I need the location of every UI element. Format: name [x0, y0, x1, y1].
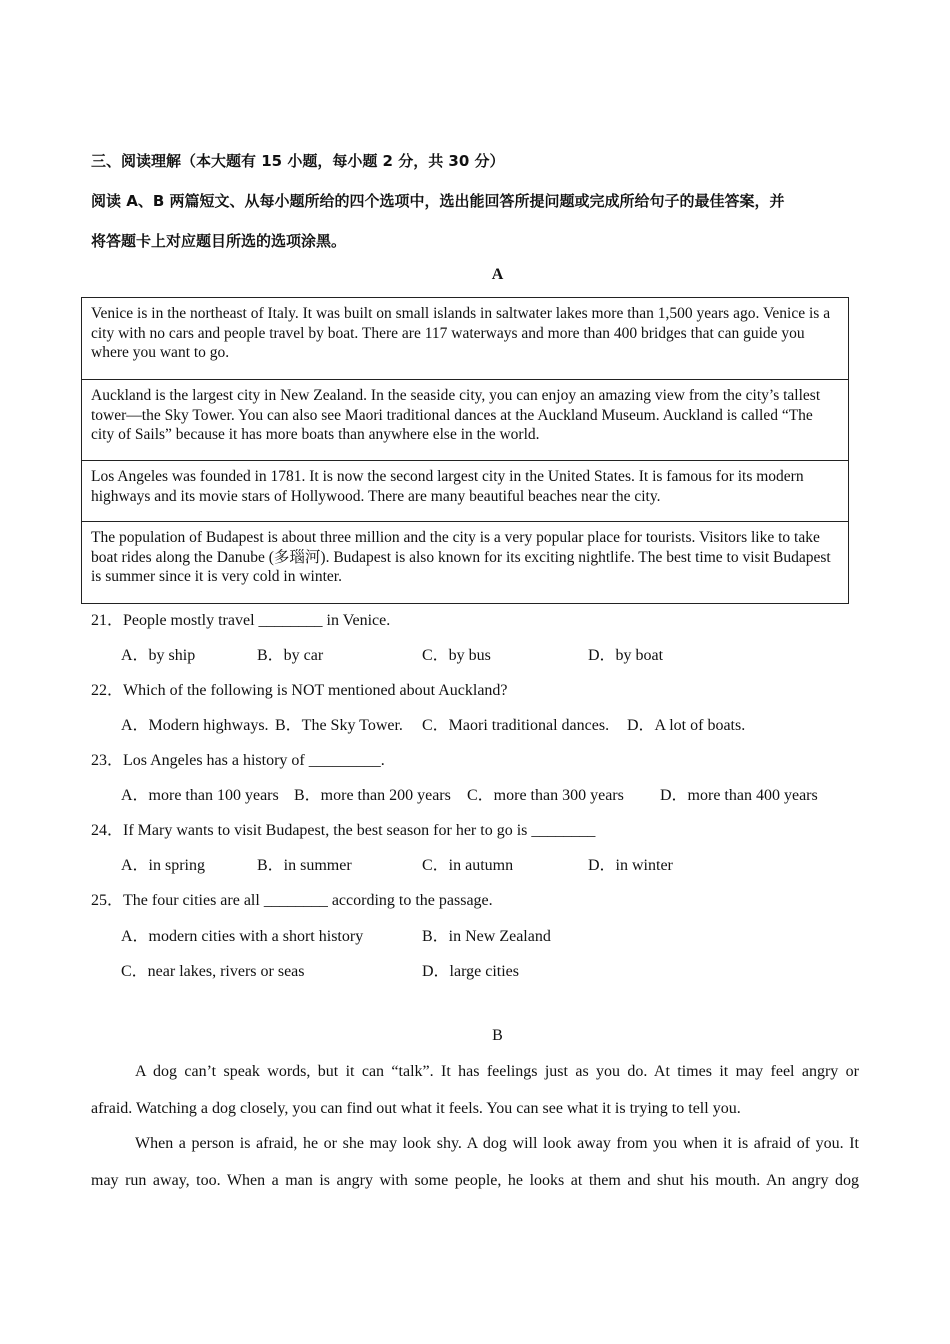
question-23-option-a[interactable]: A．more than 100 years — [121, 787, 279, 804]
question-24-option-b[interactable]: B．in summer — [257, 857, 352, 874]
city-cell-budapest: The population of Budapest is about three million and the city is a very popular place for tourists. Visitors like to take boat rides along the Danube (多瑙河). Budapest is also known for its exciting nightlife. The best time to visit Budapest is summer since it is very cold in winter. — [82, 521, 848, 603]
question-22-option-a[interactable]: A．Modern highways. — [121, 717, 269, 734]
question-21-option-d[interactable]: D．by boat — [588, 647, 664, 664]
question-22-option-c[interactable]: C．Maori traditional dances. — [422, 717, 610, 734]
question-23-option-c[interactable]: C．more than 300 years — [467, 787, 624, 804]
passage-b-paragraph-2-line-1: When a person is afraid, he or she may look shy. A dog will look away from you when it is afraid of you. It — [135, 1135, 859, 1152]
city-cell-los-angeles: Los Angeles was founded in 1781. It is now the second largest city in the United States. It is famous for its modern highways and its movie stars of Hollywood. There are many beautiful beaches near the city. — [82, 460, 848, 521]
question-24-stem: 24．If Mary wants to visit Budapest, the best season for her to go is ________ — [91, 822, 596, 839]
question-21-option-a[interactable]: A．by ship — [121, 647, 196, 664]
passage-b-heading: B — [492, 1027, 503, 1044]
question-23-option-b[interactable]: B．more than 200 years — [294, 787, 451, 804]
question-23-stem: 23．Los Angeles has a history of _________. — [91, 752, 385, 769]
question-23-option-d[interactable]: D．more than 400 years — [660, 787, 818, 804]
question-24-option-d[interactable]: D．in winter — [588, 857, 673, 874]
city-cell-venice: Venice is in the northeast of Italy. It was built on small islands in saltwater lakes more than 1,500 years ago. Venice is a city with no cars and people travel by boat. There are 117 waterways and more than 400 bridges that can guide you where you want to go. — [91, 305, 831, 361]
question-25-option-b[interactable]: B．in New Zealand — [422, 928, 551, 945]
question-24-option-a[interactable]: A．in spring — [121, 857, 206, 874]
cities-table — [81, 297, 849, 604]
question-21-option-c[interactable]: C．by bus — [422, 647, 491, 664]
instructions-line-2: 将答题卡上对应题目所选的选项涂黑。 — [91, 232, 347, 250]
instructions-line-1: 阅读 A、B 两篇短文、从每小题所给的四个选项中，选出能回答所提问题或完成所给句子的最佳答案，并 — [91, 192, 785, 210]
question-22-option-d[interactable]: D．A lot of boats. — [627, 717, 746, 734]
passage-b-paragraph-2-line-2: may run away, too. When a man is angry with some people, he looks at them and shut his mouth. An angry dog — [91, 1172, 859, 1189]
question-21-stem: 21．People mostly travel ________ in Venice. — [91, 612, 391, 629]
question-22-option-b[interactable]: B．The Sky Tower. — [275, 717, 403, 734]
passage-b-paragraph-1 — [91, 1053, 859, 1127]
passage-a-heading: A — [491, 266, 504, 283]
question-21-option-b[interactable]: B．by car — [257, 647, 324, 664]
question-22-stem: 22．Which of the following is NOT mentioned about Auckland? — [91, 682, 508, 699]
passage-b-paragraph-1-line-2: afraid. Watching a dog closely, you can find out what it feels. You can see what it is trying to tell you. — [91, 1100, 741, 1117]
question-25-stem: 25．The four cities are all ________ according to the passage. — [91, 892, 493, 909]
question-24-option-c[interactable]: C．in autumn — [422, 857, 514, 874]
passage-b-paragraph-2 — [91, 1125, 859, 1199]
question-25-option-a[interactable]: A．modern cities with a short history — [121, 928, 364, 945]
passage-b-paragraph-1-line-1: A dog can’t speak words, but it can “talk”. It has feelings just as you do. At times it may feel angry or — [135, 1063, 859, 1080]
question-25-option-d[interactable]: D．large cities — [422, 963, 520, 980]
section-title: 三、阅读理解（本大题有 15 小题，每小题 2 分，共 30 分） — [91, 152, 505, 170]
question-25-option-c[interactable]: C．near lakes, rivers or seas — [121, 963, 305, 980]
city-cell-auckland: Auckland is the largest city in New Zealand. In the seaside city, you can enjoy an amazing view from the city’s tallest tower—the Sky Tower. You can also see Maori traditional dances at the Auckland Museum. Auckland is called “The city of Sails” because it has more boats than anywhere else in the world. — [82, 379, 848, 460]
